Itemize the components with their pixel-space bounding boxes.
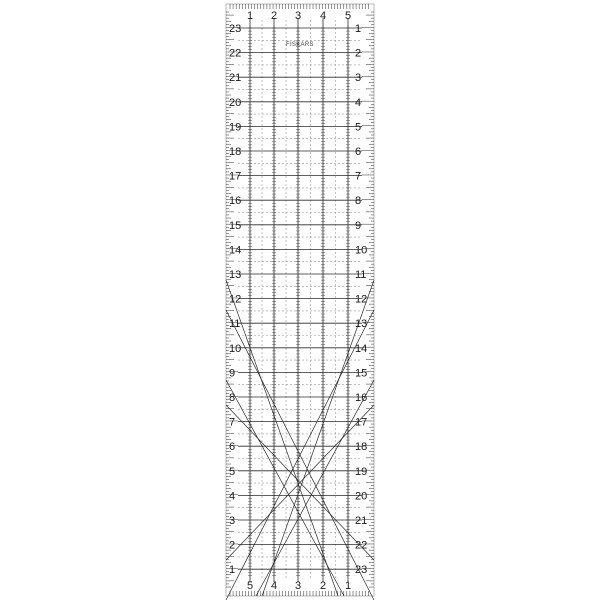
brand-logo: FISKARS — [286, 42, 314, 48]
right-number: 8 — [355, 195, 362, 208]
right-number: 14 — [355, 342, 368, 355]
left-number: 11 — [229, 318, 241, 331]
bottom-number: 1 — [344, 580, 352, 592]
right-number: 21 — [355, 515, 368, 527]
right-number: 19 — [355, 465, 368, 478]
right-number: 18 — [355, 441, 368, 454]
right-number: 3 — [355, 72, 362, 85]
left-number: 4 — [229, 490, 236, 503]
left-number: 3 — [229, 515, 236, 527]
right-number: 10 — [355, 244, 368, 257]
right-number: 22 — [355, 539, 368, 552]
left-number: 19 — [229, 121, 242, 134]
left-number: 22 — [229, 47, 242, 60]
top-number: 3 — [294, 10, 302, 22]
left-number: 10 — [229, 342, 242, 355]
left-number: 15 — [229, 219, 242, 232]
right-number: 4 — [355, 96, 362, 109]
top-number: 4 — [319, 10, 327, 22]
left-number: 21 — [229, 72, 242, 85]
bottom-number: 5 — [246, 580, 254, 592]
left-number: 23 — [229, 23, 242, 35]
left-number: 17 — [229, 170, 242, 183]
top-number: 2 — [270, 10, 278, 22]
right-number: 7 — [355, 170, 362, 183]
right-number: 13 — [355, 318, 368, 331]
bottom-number: 3 — [294, 580, 302, 592]
left-number: 14 — [229, 244, 242, 257]
left-number: 8 — [229, 392, 236, 404]
top-number: 5 — [344, 10, 352, 22]
left-number: 5 — [229, 465, 236, 478]
right-number: 9 — [355, 219, 362, 232]
left-number: 9 — [229, 367, 236, 380]
left-number: 13 — [229, 269, 242, 281]
left-number: 7 — [229, 416, 236, 429]
right-number: 17 — [355, 416, 368, 429]
right-number: 23 — [355, 564, 368, 577]
right-number: 5 — [355, 121, 362, 134]
left-number: 20 — [229, 96, 242, 109]
right-number: 1 — [355, 23, 362, 35]
right-number: 20 — [355, 490, 368, 503]
right-number: 2 — [355, 47, 362, 60]
left-number: 1 — [229, 564, 236, 577]
top-number: 1 — [246, 10, 254, 22]
right-number: 12 — [355, 293, 368, 306]
ruler-body — [226, 4, 374, 596]
right-number: 16 — [355, 392, 368, 404]
left-number: 12 — [229, 293, 242, 306]
left-number: 18 — [229, 146, 242, 158]
right-number: 11 — [355, 269, 367, 281]
left-number: 16 — [229, 195, 242, 208]
bottom-number: 4 — [270, 580, 278, 592]
left-number: 2 — [229, 539, 236, 552]
bottom-number: 2 — [319, 580, 327, 592]
right-number: 15 — [355, 367, 368, 380]
left-number: 6 — [229, 441, 236, 454]
right-number: 6 — [355, 146, 362, 158]
